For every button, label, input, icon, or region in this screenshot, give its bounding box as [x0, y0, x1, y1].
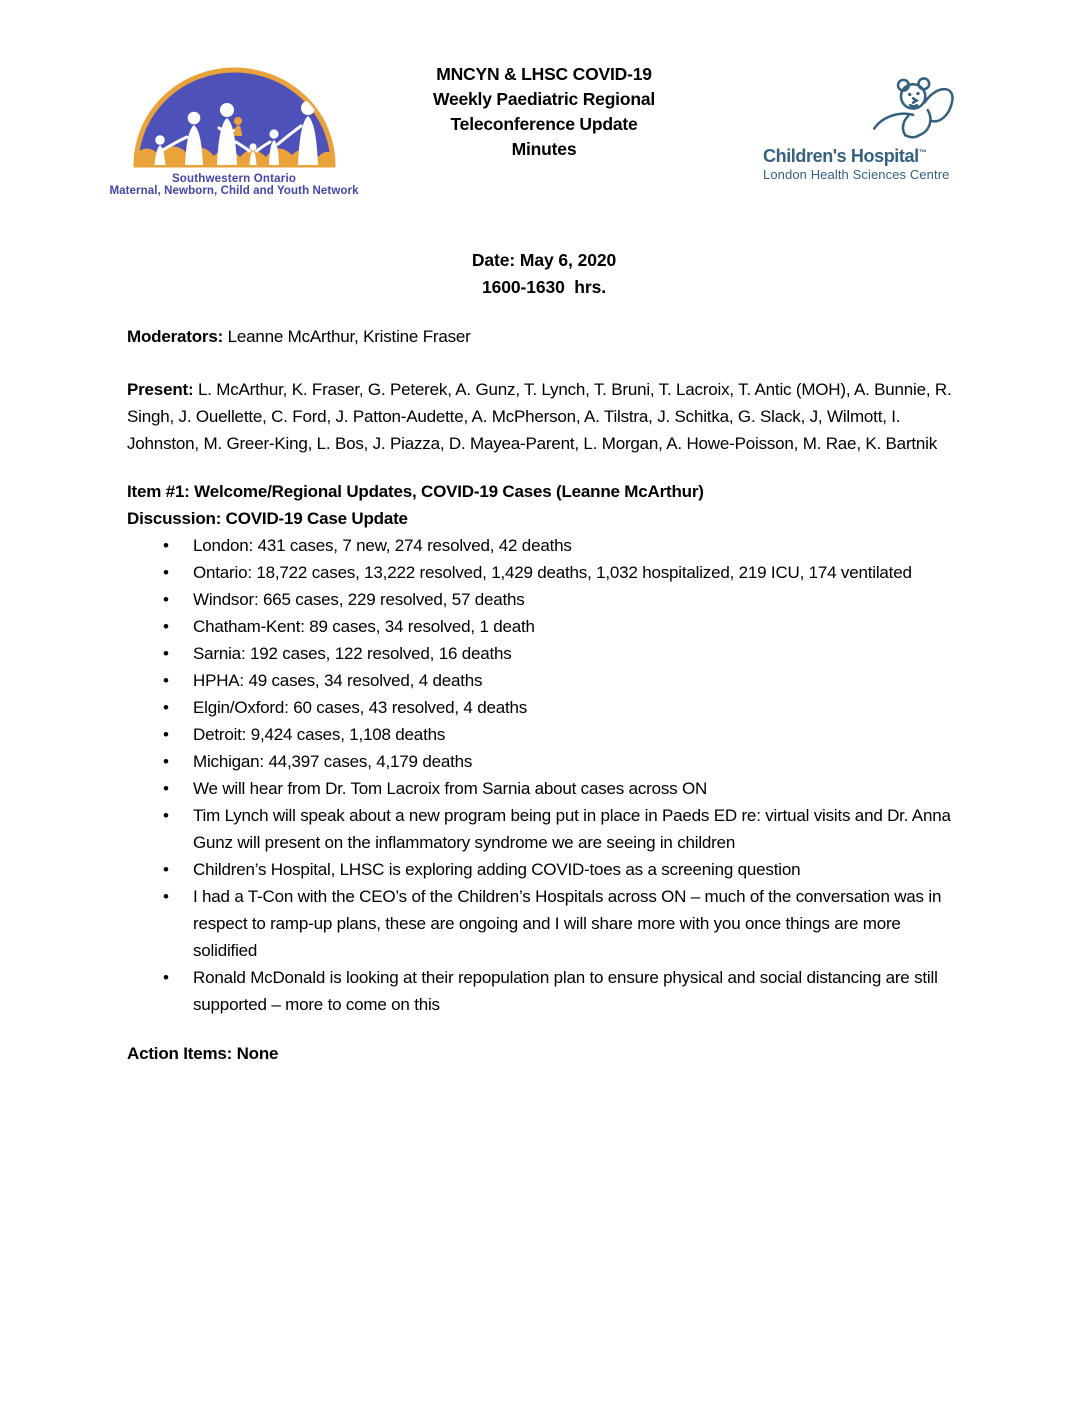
moderators-line — [127, 323, 962, 350]
title-line: MNCYN & LHSC COVID-19 — [436, 64, 652, 84]
present-label: Present: — [127, 380, 194, 399]
bullet-item: • Chatham-Kent: 89 cases, 34 resolved, 1 death — [127, 613, 962, 640]
teddy-bear-icon — [763, 76, 968, 146]
trademark-symbol: ™ — [918, 148, 927, 157]
bullet-item: • Children’s Hospital, LHSC is exploring adding COVID-toes as a screening question — [127, 856, 962, 883]
bullet-item: • HPHA: 49 cases, 34 resolved, 4 deaths — [127, 667, 962, 694]
bullet-item: • We will hear from Dr. Tom Lacroix from Sarnia about cases across ON — [127, 775, 962, 802]
title-line: Teleconference Update — [450, 114, 638, 134]
bullet-item: • Windsor: 665 cases, 229 resolved, 57 deaths — [127, 586, 962, 613]
action-items-value: None — [232, 1044, 279, 1063]
document-header — [0, 0, 1088, 247]
action-items-label: Action Items: — [127, 1044, 233, 1063]
time-line: 1600-1630 hrs. — [481, 277, 606, 297]
bullet-item: • London: 431 cases, 7 new, 274 resolved, 42 deaths — [127, 532, 962, 559]
mncyn-logo-network-text: Maternal, Newborn, Child and Youth Network — [109, 185, 359, 197]
bullet-item: • Tim Lynch will speak about a new program being put in place in Paeds ED re: virtual visits and Dr. Anna Gunz will present on the inflammatory syndrome we are seeing in children — [127, 802, 962, 856]
title-line: Weekly Paediatric Regional — [432, 89, 656, 109]
bullet-item: • I had a T-Con with the CEO’s of the Children’s Hospitals across ON – much of the conversation was in respect to ramp-up plans, these are ongoing and I will share more with you once things are more solidified — [127, 883, 962, 964]
bullet-item: • Sarnia: 192 cases, 122 resolved, 16 deaths — [127, 640, 962, 667]
bullet-item: • Detroit: 9,424 cases, 1,108 deaths — [127, 721, 962, 748]
covid-update-bullet-list — [127, 532, 962, 1018]
moderators-names: Leanne McArthur, Kristine Fraser — [223, 327, 471, 346]
moderators-label: Moderators: — [127, 327, 224, 346]
present-names: L. McArthur, K. Fraser, G. Peterek, A. Gunz, T. Lynch, T. Bruni, T. Lacroix, T. Antic (MOH), A. Bunnie, R. Singh, J. Ouellette, C. Ford, J. Patton-Audette, A. McPherson, A. Tilstra, J. Schitka, G. Slack, J, Wilmott, I. Johnston, M. Greer-King, L. Bos, J. Piazza, D. Mayea-Parent, L. Morgan, A. Howe-Poisson, M. Rae, K. Bartnik — [127, 380, 952, 453]
action-items-line — [127, 1040, 962, 1067]
present-line — [127, 376, 962, 457]
item1-heading: Item #1: Welcome/Regional Updates, COVID-19 Cases (Leanne McArthur) — [127, 482, 704, 501]
bullet-item: • Ontario: 18,722 cases, 13,222 resolved, 1,429 deaths, 1,032 hospitalized, 219 ICU, 174 ventilated — [127, 559, 962, 586]
bullet-item: • Ronald McDonald is looking at their repopulation plan to ensure physical and social distancing are still supported – more to come on this — [127, 964, 962, 1018]
childrens-hospital-logo — [763, 76, 968, 183]
minutes-body — [127, 323, 962, 1067]
mncyn-logo-region-text: Southwestern Ontario — [171, 173, 297, 185]
hospital-name: Children's Hospital™ — [763, 146, 927, 166]
bullet-item: • Michigan: 44,397 cases, 4,179 deaths — [127, 748, 962, 775]
date-line: Date: May 6, 2020 — [471, 250, 617, 270]
bullet-item: • Elgin/Oxford: 60 cases, 43 resolved, 4 deaths — [127, 694, 962, 721]
title-line: Minutes — [511, 139, 577, 159]
date-block — [0, 247, 1088, 301]
hospital-subtitle: London Health Sciences Centre — [763, 167, 950, 182]
item1-discussion-heading: Discussion: COVID-19 Case Update — [127, 509, 408, 528]
